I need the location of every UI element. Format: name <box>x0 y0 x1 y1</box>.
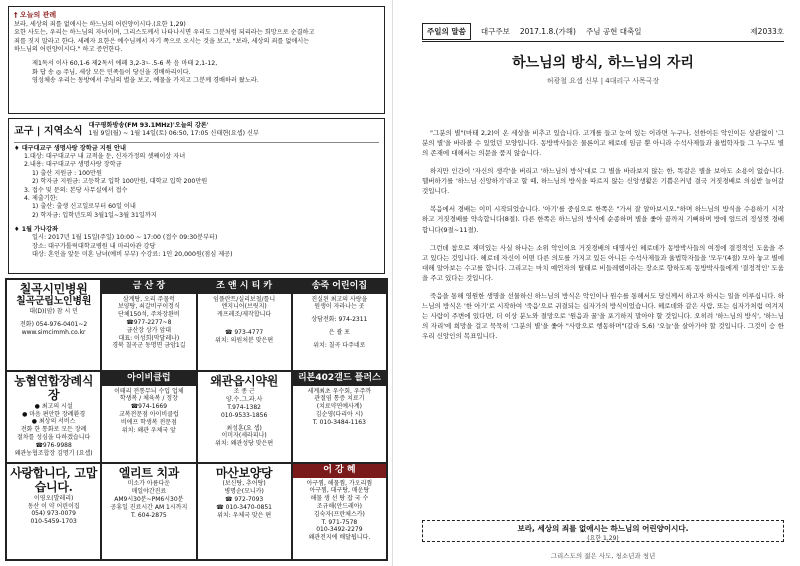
ad-title: 농협연합장례식장 <box>14 374 94 403</box>
ad-line: 대(D)(암) 참 시 민 <box>29 308 78 316</box>
ad-line: ● 최고의 시설 <box>34 402 73 410</box>
news-item: 대상: 혼인을 앞둔 미혼 남녀(예비 부부) 수강료: 1인 20,000원(점심 제공) <box>32 251 233 259</box>
ad-line: 경북 칠곡군 동명면 금암1길 <box>112 342 186 350</box>
ad-line: 단체150석, 주차장완비 <box>118 311 180 319</box>
ad-cell <box>6 279 101 371</box>
ad-line: ☎ 973-4777 <box>224 329 264 337</box>
ad-cell <box>197 463 292 560</box>
news-item: ♦ 대구대교구 생명사랑 장학금 지원 안내 <box>14 144 126 152</box>
ad-line: 010-3492-2279 <box>316 526 363 534</box>
ad-line: 매일야간진료 <box>131 488 167 496</box>
reading-line: 영성체송 우리는 동방에서 주님의 별을 보고, 예물을 가지고 그분께 경배하러 왔노라. <box>32 76 259 84</box>
ad-line: 상담전화: 974-2311 <box>311 316 368 324</box>
ad-cell <box>6 371 101 463</box>
ad-line: 엔지니어(브릿지) <box>221 303 267 311</box>
ad-cell <box>292 463 387 560</box>
news-title: 교구 | 지역소식 <box>14 126 83 137</box>
ad-line: 진실된 최고의 사랑을 <box>311 295 368 303</box>
ad-line: 010-5459-1703 <box>30 518 77 526</box>
ad-line: 관절염 통증 치료기 <box>314 395 365 403</box>
news-item: ♦ 1월 가나강좌 <box>14 225 59 233</box>
ad-line: 김숙자(프란체스카) <box>313 510 365 518</box>
reading-line: 제1독서 이사 60,1-6 제2독서 에페 3,2-3ㄴ.5-6 복 음 마태 2,1-12, <box>32 60 218 68</box>
ad-line: 세계최초 우수회, 우주까 <box>307 387 372 395</box>
ad-title: 마산보양당 <box>215 466 273 480</box>
ad-line: 위치: 왜관성당 맞은편 <box>215 440 274 448</box>
ad-line: 위치: 왜관 우체국 앞 <box>121 426 176 434</box>
ad-line: 캐프레조/제작합니다 <box>217 311 272 319</box>
devotion-line: 요한 사도는, 우리는 하느님의 자녀이며, 그리스도께서 나타나시면 우리도 그분처럼 되리라는 희망으로 순결하고 <box>14 29 315 37</box>
news-item: 장소: 대구가톨릭대학교병원 내 마리아관 강당 <box>32 242 156 250</box>
ad-line: ● 마음 편안한 장례환경 <box>22 410 86 418</box>
ad-line: ☎ 010-3470-0851 <box>216 503 272 511</box>
news-item: 1) 출산 지원금 : 100만원 <box>32 169 102 177</box>
news-item: 1.대상: 대구대교구 내 교적을 둔, 신자가정의 셋째이상 자녀 <box>24 153 186 161</box>
ad-cell <box>292 279 387 371</box>
ad-line: 010-9533-1856 <box>220 411 268 419</box>
ad-line: 이미자(세라피나) <box>221 432 267 440</box>
ad-title: 칠곡시민병원 <box>19 282 88 296</box>
issue-number: 제2033호 <box>750 27 784 36</box>
ad-line: 왜관전지에 배달됩니다. <box>308 534 371 542</box>
ad-line: 미소가 아름다운 <box>127 480 171 488</box>
sermon-tag: 주일의 말씀 <box>422 23 471 40</box>
ad-line: T. 971-7578 <box>321 518 358 526</box>
ad-line: 이영오(발레리) <box>33 494 74 502</box>
ad-line: 비에프 학생복 전문점 <box>120 418 177 426</box>
ad-line: ☎976-9988 <box>35 441 72 449</box>
ad-line: ☎974-1669 <box>130 403 168 411</box>
verse-ref: (요한 1,29) <box>587 535 619 542</box>
ad-cell <box>197 279 292 371</box>
ad-line: (치료약연예사계) <box>316 403 362 411</box>
footer-text: 그리스도의 젊은 사도, 청소년과 청년 <box>550 552 656 560</box>
news-item: 2.내용: 대구대교구 생명사랑 장학금 <box>24 161 122 169</box>
sermon-paragraph: 그런데 참으로 재미있는 사실 하나는 소위 악인이요 거짓경배의 대명사인 헤로데가 동방박사들의 여정에 결정적인 도움을 주고 있다는 것입니다. 헤로데 자신이 어떤 다른 의도를 가지고 있든 아니든 수석사제들과 율법학자들을 '모두'(4절) 모아 놓고 별에 대해 알아보는 수고를 합니다. 그리고는 마치 예언자의 탈태로 비들레헴이라는 장소로 향하도록 동방박사들에게 '결정적인' 도움을 주고 있다는 것입니다. <box>422 243 784 282</box>
feast-name: 주님 공현 대축일 <box>585 27 642 36</box>
ad-line: 위치: 우체국 맞은 편 <box>217 511 272 519</box>
ad-line: 동산 이 약 어린이집 <box>27 502 80 510</box>
ad-line: 조규해(안드레아) <box>316 503 362 511</box>
sermon-paragraph: 복음에서 경배는 이미 시작되었습니다. '아기'를 중심으로 한쪽은 "가서 잘 알아보시오."하며 하느님의 방식을 수용하기 시작하고 거짓경배를 약속합니다(8절). 다른 한쪽은 하느님의 방식에 순종하며 별을 좇아 끝까지 기뻐하며 방에 엎드려 정성껏 경배합니다(9절~11절). <box>422 205 784 234</box>
news-item: 일시: 2017년 1월 15일(주일) 10:00 ~ 17:00 (접수 09:30분부터) <box>32 234 218 242</box>
ad-line: 조 종 근 <box>233 388 255 396</box>
news-item: 1) 출산: 출생 신고일로부터 60일 이내 <box>32 203 136 211</box>
ad-header: 송죽 어린이집 <box>293 280 386 294</box>
ad-line: 전화) 054-976-0401~2 <box>20 321 88 329</box>
ad-line: 삼계탕, 오리 주물럭 <box>122 295 175 303</box>
ad-line: ☎977-2277~8 <box>126 319 172 327</box>
ad-line: T. 604-2875 <box>131 511 167 519</box>
ad-title: 사랑합니다, 고맙습니다. <box>10 466 98 495</box>
ad-line: www.simcimmh.co.kr <box>21 328 86 336</box>
verse-text: 보라, 세상의 죄를 없애시는 하느님의 어린양이시다. <box>517 524 689 533</box>
devotion-box <box>8 6 385 114</box>
ad-line: 위치: 칠곡 다주네로 <box>313 341 366 349</box>
ad-line: ☎ 972-7093 <box>224 495 264 503</box>
sermon-body <box>422 128 784 506</box>
ad-cell <box>292 371 387 463</box>
ad-line: 이태리 전통무늬 수입 업체 <box>114 387 184 395</box>
news-item: 4. 제출기한: <box>24 194 58 202</box>
devotion-header: † 오늘의 관례 <box>14 11 57 19</box>
ad-cell <box>101 463 196 560</box>
right-page <box>404 0 800 566</box>
ad-title: 엘리트 치과 <box>118 466 180 480</box>
bulletin-name: 대구주보 <box>480 27 510 36</box>
ad-line: T. 010-3484-1163 <box>312 418 366 426</box>
sermon-paragraph: "그분의 별"(마태 2,2)이 온 세상을 비추고 있습니다. 고개를 들고 눈여 있는 이라면 누구나, 선한이든 악인이든 상관없이 '그분의 별'을 바라볼 수 있었던 모양입니다. 동방박사들은 물론이고 헤로데 임금 뿐 아니라 수석사제들과 율법학자들 그 누구도 별의 존재에 대해서는 의문을 품지 않습니다. <box>422 129 784 158</box>
ad-cell <box>6 463 101 560</box>
ad-header: 조 앤 시 티 카 <box>198 280 291 294</box>
bulletin-header <box>422 22 784 42</box>
sermon-paragraph: 죽음을 통해 영원한 생명을 선물하신 하느님의 방식은 악인이나 원수를 통해서도 당신께서 하고자 하시는 일을 이루십니다. 하느님의 방식은 '한 아기'로 시작하여 '죽음'으로 귀결되는 십자가의 방식이었습니다. 헤로데와 같은 사람, 또는 십자가처럼 여겨지는 사람이 주변에 있다면, 더 이상 분노와 절망으로 '원음과 꿀'을 포기하지 말아야 할 것입니다. 오히려 '하느님의 방식', '하느님의 자리'에 희망을 걸고 묵묵히 '그분의 별'을 좇아 "사랑으로 행동하며"(갈라 5,6) '오늘'을 살아가야 할 것입니다. 그것이 승 한 우리 신앙인의 목표입니다. <box>422 291 784 341</box>
reading-line: 화 답 송 ◎ 주님, 세상 모든 민족들이 당신을 경배하리이다. <box>32 68 191 76</box>
ad-line: 아구찜, 해물찜, 가오리찜 <box>306 479 373 487</box>
sermon-author: 허광철 요셉 신부 | 4대리구 사목국장 <box>546 77 660 85</box>
devotion-line: 보라, 세상의 죄를 없애시는 하느님의 어린양이시다.(요한 1,29) <box>14 20 186 28</box>
ad-line: 병명순(모니카) <box>224 488 264 496</box>
left-page <box>0 0 393 566</box>
ad-line: 김순영(다리아 시) <box>315 411 363 419</box>
news-item: 3. 접수 및 문의: 본당 사무실에서 접수 <box>24 186 128 194</box>
ad-cell <box>197 371 292 463</box>
ad-title: 왜관읍시약원 <box>210 374 278 388</box>
ad-cell <box>101 371 196 463</box>
ad-line: 054) 973-0079 <box>31 510 76 518</box>
ad-line: 왜관농협조합장 김명기 (요셉) <box>14 449 93 457</box>
ad-line: 금산장 상가 앞대 <box>126 326 172 334</box>
news-box <box>8 118 385 274</box>
devotion-line: 죄를 짓지 말라고 한다. 세례자 요한은 예수님께서 자기 쪽으로 오시는 것을 보고, "보라, 세상의 죄를 없애시는 <box>14 37 310 45</box>
ad-line: 해물 생 선 탕 잡 국 수 <box>310 495 369 503</box>
broadcast-time: 1월 9일(월) ~ 1월 14일(토) 06:50, 17:05 신태현(요셉) 신부 <box>88 130 259 138</box>
ad-line: AM9시30분~PM6시30분 <box>114 495 184 503</box>
news-item: 2) 학자금 지원금: 고등학교 입학 100만원, 대학교 입학 200만원 <box>32 178 208 186</box>
ad-line: 아구찜, 대구탕, 매운탕 <box>309 487 370 495</box>
ad-line: 전화 한 통화로 모든 장례 <box>20 426 87 434</box>
ad-line: 최성훈(요 셉) <box>226 424 262 432</box>
broadcast-name: 대구평화방송(FM 93.1MHz)'오늘의 강론' <box>88 122 209 129</box>
ad-subtitle: 칠곡군립노인병원 <box>16 296 92 308</box>
ad-line: 절차를 성심을 다하겠습니다 <box>16 433 91 441</box>
sermon-paragraph: 하지만 인간이 '자신의 생각'을 버리고 '하느님의 방식'대로 그 별을 바라보지 않는 한, 똑같은 별을 보아도 소용이 없습니다. 헬버하기를 '하느님 신앙하기'라고 할 때, 하느님의 방식을 따르지 않는 신앙생활은 기쁨은커녕 결국 거짓경배로 의심받 늘어갈 것입니다. <box>422 167 784 196</box>
ad-header: 금 산 장 <box>102 280 195 294</box>
ad-line: 대표: 이성희(막달레나) <box>118 334 180 342</box>
ad-line: T.974-1382 <box>227 403 261 411</box>
ad-line: 공휴일 진료시간 AM 1시까지 <box>110 503 188 511</box>
sermon-title: 하느님의 방식, 하느님의 자리 <box>512 55 694 71</box>
ad-line: 원생이 자라나는 곳 <box>314 303 365 311</box>
bulletin-date: 2017.1.8.(가해) <box>519 27 576 36</box>
ad-cell <box>101 279 196 371</box>
ad-line: 보양탕, 쇠갈비구이정식 <box>117 303 180 311</box>
ad-line: 학생복 / 체육복 / 정장 <box>119 395 178 403</box>
ads-grid <box>5 278 388 561</box>
ad-header: 어 강 혜 <box>293 464 386 478</box>
ad-line: 임플란트/실리보철/틀니 <box>213 295 276 303</box>
news-item: 2) 학자금: 입학년도의 3월1일~3월 31일까지 <box>32 211 157 219</box>
ad-line: 은 괄 포 <box>328 329 350 337</box>
ad-header: 아이비클럽 <box>102 372 195 386</box>
ad-header: 리본402갤드 플러스 <box>293 372 386 386</box>
devotion-line: 하느님의 어린양이시다." 하고 증언한다. <box>14 45 123 53</box>
ad-line: 위치: 의원처분 맞은편 <box>215 336 274 344</box>
ad-line: (보신탕, 추어탕) <box>222 480 266 488</box>
ad-line: ● 최상의 서비스 <box>31 418 76 426</box>
ad-line: 양.수.그.과.사 <box>225 396 263 404</box>
ad-line: 교복전문점 아이비클럽 <box>118 411 179 419</box>
